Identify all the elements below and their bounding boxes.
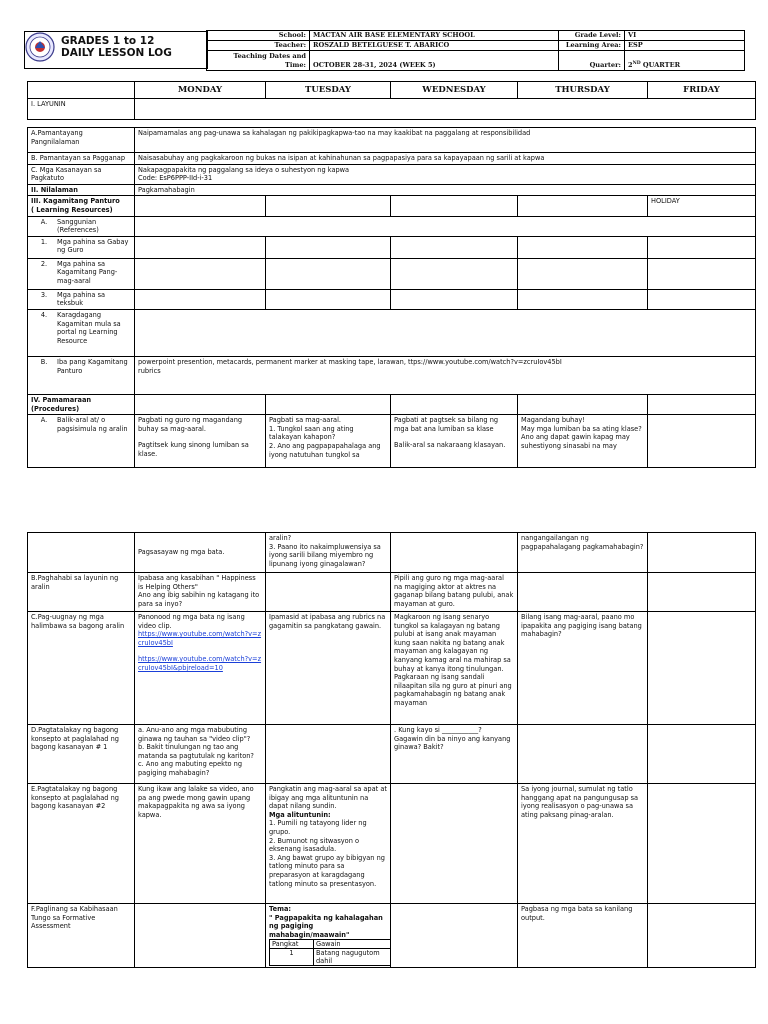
teacher-value: ROSZALD BETELGUESE T. ABARICO	[310, 41, 559, 51]
grade-label: Grade Level:	[559, 31, 625, 41]
karagdagang-label	[28, 309, 135, 356]
kasanayan-line-1: Nakapagpapakita ng paggalang sa ideya o suhestyon ng kapwa	[138, 165, 350, 174]
pamamaraan-mon	[135, 394, 266, 414]
pagtatalakay-2-tue	[266, 784, 391, 904]
pag-uugnay-mon	[135, 612, 266, 725]
quarter-number: 2	[628, 61, 633, 69]
kagamitang-pang-label	[28, 258, 135, 289]
kagamitang-pang-num: 2.	[40, 259, 48, 268]
alituntunin-heading: Mga alituntunin:	[269, 810, 331, 819]
pagtatalakay-2-label: E.Pagtatalakay ng bagong konsepto at paglalahad ng bagong kasanayan #2	[28, 784, 135, 904]
kasanayan-label: C. Mga Kasanayan sa Pagkatuto	[28, 164, 135, 184]
paglinang-tue	[266, 904, 391, 968]
balik-wed	[391, 415, 518, 468]
gabay-label	[28, 236, 135, 258]
gawain-header: Gawain	[314, 940, 391, 949]
balik-wed-line2: Balik-aral sa nakaraang klasayan.	[394, 441, 506, 450]
sanggunian-text: Sanggunian (References)	[57, 217, 99, 235]
paghahabi-fri	[648, 573, 756, 612]
lesson-table-part2	[27, 532, 756, 968]
layunin-value	[135, 99, 756, 120]
school-label: School:	[207, 31, 310, 41]
pamamaraan-label-line1: IV. Pamamaraan	[31, 395, 92, 404]
pamantayang-value: Naipamamalas ang pag-unawa sa kahalagan ng pakikipagkapwa-tao na may kaakibat na paggalang at responsibilidad	[135, 128, 756, 153]
kagamitang-pang-tue	[266, 258, 391, 289]
cont-label	[28, 533, 135, 573]
pamamaraan-label	[28, 394, 135, 414]
balik-tue-line2: 1. Tungkol saan ang ating talakayan kahapon?	[269, 424, 354, 442]
gabay-num: 1.	[40, 237, 48, 246]
day-header-blank	[28, 82, 135, 99]
day-wednesday: WEDNESDAY	[391, 82, 518, 99]
pagtatalakay-1-wed: . Kung kayo si ___________? Gagawin din ba ninyo ang kanyang ginawa? Bakit?	[391, 725, 518, 784]
title-line-1: GRADES 1 to 12	[61, 35, 155, 47]
teksbuk-wed	[391, 289, 518, 309]
cont-wed	[391, 533, 518, 573]
gawain-1: Batang nagugutom dahil	[314, 949, 391, 966]
pagtatalakay-1-fri	[648, 725, 756, 784]
kagamitan-label-line1: III. Kagamitang Panturo	[31, 197, 120, 206]
teksbuk-tue	[266, 289, 391, 309]
pangkat-header: Pangkat	[270, 940, 314, 949]
pamamaraan-thu	[518, 394, 648, 414]
pangkat-1: 1	[270, 949, 314, 966]
quarter-word: QUARTER	[640, 61, 681, 69]
video-link-2[interactable]: https://www.youtube.com/watch?v=zcruIov45bI&pbjreload=10	[138, 655, 262, 672]
pagganap-value: Naisasabuhay ang pagkakaroon ng bukas na isipan at kahinahunan sa pagpapasiya para sa kapayapaan ng sarili at kapwa	[135, 153, 756, 165]
day-thursday: THURSDAY	[518, 82, 648, 99]
balik-mon	[135, 415, 266, 468]
dates-label-line2: Time:	[284, 61, 306, 69]
kasanayan-value	[135, 164, 756, 184]
pagtatalakay-2-wed	[391, 784, 518, 904]
quarter-suffix: ND	[632, 60, 641, 66]
area-label: Learning Area:	[559, 41, 625, 51]
paglinang-label: F.Paglinang sa Kabihasaan Tungo sa Formative Assessment	[28, 904, 135, 968]
lesson-table-part1	[27, 127, 756, 468]
kagamitang-pang-text: Mga pahina sa Kagamitang Pang-mag-aaral	[57, 259, 118, 285]
paglinang-thu: Pagbasa ng mga bata sa kanilang output.	[518, 904, 648, 968]
log-title-box	[24, 31, 208, 69]
balik-thu-line1: Magandang buhay!	[521, 416, 585, 425]
teksbuk-label	[28, 289, 135, 309]
sanggunian-value	[135, 216, 756, 236]
iba-pang-text: Iba pang Kagamitang Panturo	[57, 357, 128, 375]
sanggunian-num: A.	[40, 217, 48, 226]
dates-value: OCTOBER 28-31, 2024 (WEEK 5)	[310, 51, 559, 71]
balik-tue	[266, 415, 391, 468]
gabay-wed	[391, 236, 518, 258]
area-value: ESP	[625, 41, 745, 51]
balik-tue-line1: Pagbati sa mag-aaral.	[269, 416, 342, 425]
cont-mon: Pagsasayaw ng mga bata.	[135, 533, 266, 573]
paghahabi-label: B.Paghahabi sa layunin ng aralin	[28, 573, 135, 612]
paglinang-wed	[391, 904, 518, 968]
pagtatalakay-1-mon: a. Anu-ano ang mga mabubuting ginawa ng tauhan sa "video clip"? b. Bakit tinulungan ng tao ang matanda sa pagtutulak ng kariton? c. Ano ang mabuting epekto ng pagiging mahabagin?	[135, 725, 266, 784]
grade-value: VI	[625, 31, 745, 41]
header-info-table	[206, 30, 745, 71]
paglinang-fri	[648, 904, 756, 968]
pagtatalakay-2-fri	[648, 784, 756, 904]
pagtatalakay-2-thu: Sa iyong journal, sumulat ng tatlo hanggang apat na pangungusap sa iyong realisasyon o pag-unawa sa ating paksang pinag-aralan.	[518, 784, 648, 904]
balik-wed-line1: Pagbati at pagtsek sa bilang ng mga bat ana lumiban sa klase	[394, 416, 499, 433]
balik-tue-line3: 2. Ano ang pagpapapahalaga ang iyong natutuhan tungkol sa	[269, 441, 381, 459]
balik-text: Balik-aral at/ o pagsisimula ng aralin	[57, 416, 128, 433]
dates-label-line1: Teaching Dates and	[233, 52, 306, 60]
balik-thu-line3: Ano ang dapat gawin kapag may suhestiyong sinasabi na may	[521, 433, 630, 450]
iba-pang-label	[28, 356, 135, 394]
video-link-1[interactable]: https://www.youtube.com/watch?v=zcruIov45bI	[138, 630, 262, 647]
pag-uugnay-tue: Ipamasid at ipabasa ang rubrics na gagamitin sa pangkatang gawain.	[266, 612, 391, 725]
paghahabi-wed: Pipili ang guro ng mga mag-aaral na magiging aktor at aktres na gaganap bilang batang pulubi, anak mayaman at guro.	[391, 573, 518, 612]
pag-uugnay-fri	[648, 612, 756, 725]
paghahabi-mon: Ipabasa ang kasabihan " Happiness is Helping Others" Ano ang ibig sabihin ng katagang ito para sa inyo?	[135, 573, 266, 612]
teksbuk-fri	[648, 289, 756, 309]
teacher-label: Teacher:	[207, 41, 310, 51]
kasanayan-code: Code: EsP6PPP-IId-i-31	[138, 174, 213, 183]
day-header-table	[27, 81, 756, 120]
gabay-fri	[648, 236, 756, 258]
pagtatalakay-2-tue-intro: Pangkatin ang mag-aaral sa apat at ibigay ang mga alituntunin na dapat nilang sundin.	[269, 785, 387, 811]
pagtatalakay-1-thu	[518, 725, 648, 784]
gabay-tue	[266, 236, 391, 258]
day-monday: MONDAY	[135, 82, 266, 99]
nilalaman-value: Pagkamahabagin	[135, 184, 756, 196]
holiday-cell: HOLIDAY	[648, 196, 756, 216]
kagamitan-wed	[391, 196, 518, 216]
iba-pang-num: B.	[40, 357, 48, 366]
alituntunin-list: 1. Pumili ng tatayong lider ng grupo. 2. Bumunot ng sitwasyon o eksenang isasadula. 3. Ang bawat grupo ay bibigyan ng tatlong minuto para sa preparasyon at karagdagang tatlong minuto sa presentasyon.	[269, 819, 385, 888]
cont-tue: aralin? 3. Paano ito nakaimpluwensiya sa iyong sarili bilang miyembro ng lipunang iyong ginagalawan?	[266, 533, 391, 573]
pag-uugnay-label: C.Pag-uugnay ng mga halimbawa sa bagong aralin	[28, 612, 135, 725]
gabay-mon	[135, 236, 266, 258]
balik-fri	[648, 415, 756, 468]
tema-text: " Pagpapakita ng kahalagahan ng pagiging mahabagin/maawain"	[269, 913, 383, 939]
school-value: MACTAN AIR BASE ELEMENTARY SCHOOL	[310, 31, 559, 41]
balik-thu-line2: May mga lumiban ba sa ating klase?	[521, 424, 642, 433]
balik-mon-line2: Pagtitsek kung sinong lumiban sa klase.	[138, 441, 249, 458]
nilalaman-label: II. Nilalaman	[28, 184, 135, 196]
quarter-label: Quarter:	[559, 51, 625, 71]
balik-mon-line1: Pagbati ng guro ng magandang buhay sa mag-aaral.	[138, 416, 243, 433]
day-friday: FRIDAY	[648, 82, 756, 99]
balik-thu	[518, 415, 648, 468]
gabay-thu	[518, 236, 648, 258]
gabay-text: Mga pahina sa Gabay ng Guro	[57, 237, 129, 255]
paghahabi-tue	[266, 573, 391, 612]
kagamitan-tue	[266, 196, 391, 216]
pamamaraan-wed	[391, 394, 518, 414]
teksbuk-mon	[135, 289, 266, 309]
cont-thu: nangangailangan ng pagpapahalagang pagkamahabagin?	[518, 533, 648, 573]
day-tuesday: TUESDAY	[266, 82, 391, 99]
balik-label	[28, 415, 135, 468]
karagdagang-value	[135, 309, 756, 356]
pamamaraan-tue	[266, 394, 391, 414]
teksbuk-num: 3.	[40, 290, 48, 299]
pag-uugnay-thu: Bilang isang mag-aaral, paano mo ipapakita ang pagiging isang batang mahabagin?	[518, 612, 648, 725]
kagamitang-pang-fri	[648, 258, 756, 289]
pangkat-table	[269, 939, 391, 966]
title-line-2: DAILY LESSON LOG	[61, 47, 172, 59]
pamantayang-label: A.Pamantayang Pangnilalaman	[28, 128, 135, 153]
pagtatalakay-2-mon: Kung ikaw ang lalake sa video, ano pa ang pwede mong gawin upang makapagpakita ng awa sa iyong kapwa.	[135, 784, 266, 904]
kagamitang-pang-thu	[518, 258, 648, 289]
karagdagang-text: Karagdagang Kagamitan mula sa portal ng Learning Resource	[57, 310, 121, 345]
pagganap-label: B. Pamantayan sa Pagganap	[28, 153, 135, 165]
pag-uugnay-wed: Magkaroon ng isang senaryo tungkol sa kalagayan ng batang pulubi at isang anak mayaman kung saan nakita ng batang anak mayaman ang kalagayan ng kanyang kamag aral na mahirap sa buhay at kanya itong tinulungan. Pagkaraan ng isang sandali nilaapitan sila ng guro at pinuri ang pagkamahabagin ng batang anak mayaman	[391, 612, 518, 725]
balik-num: A.	[40, 416, 48, 425]
kagamitan-label-line2: ( Learning Resources)	[31, 205, 113, 214]
kagamitan-thu	[518, 196, 648, 216]
pagtatalakay-1-tue	[266, 725, 391, 784]
pamamaraan-fri	[648, 394, 756, 414]
kagamitang-pang-mon	[135, 258, 266, 289]
dates-label	[207, 51, 310, 71]
quarter-value	[625, 51, 745, 71]
pag-uugnay-mon-text: Panonood ng mga bata ng isang video clip.	[138, 613, 245, 630]
kagamitan-label	[28, 196, 135, 216]
tema-label: Tema:	[269, 905, 292, 913]
kagamitan-mon	[135, 196, 266, 216]
paghahabi-thu	[518, 573, 648, 612]
pagtatalakay-1-label: D.Pagtatalakay ng bagong konsepto at paglalahad ng bagong kasanayan # 1	[28, 725, 135, 784]
kagamitang-pang-wed	[391, 258, 518, 289]
iba-pang-value	[135, 356, 756, 394]
teksbuk-thu	[518, 289, 648, 309]
iba-pang-rubrics: rubrics	[138, 366, 161, 375]
cont-fri	[648, 533, 756, 573]
pamamaraan-label-line2: (Procedures)	[31, 404, 80, 413]
sanggunian-label	[28, 216, 135, 236]
iba-pang-materials: powerpoint presention, metacards, permanent marker at masking tape, larawan, ttps://www.youtube.com/watch?v=zcruIov45bI	[138, 357, 562, 366]
karagdagang-num: 4.	[40, 310, 48, 319]
teksbuk-text: Mga pahina sa teksbuk	[57, 290, 106, 308]
layunin-label: I. LAYUNIN	[28, 99, 135, 120]
paglinang-mon	[135, 904, 266, 968]
